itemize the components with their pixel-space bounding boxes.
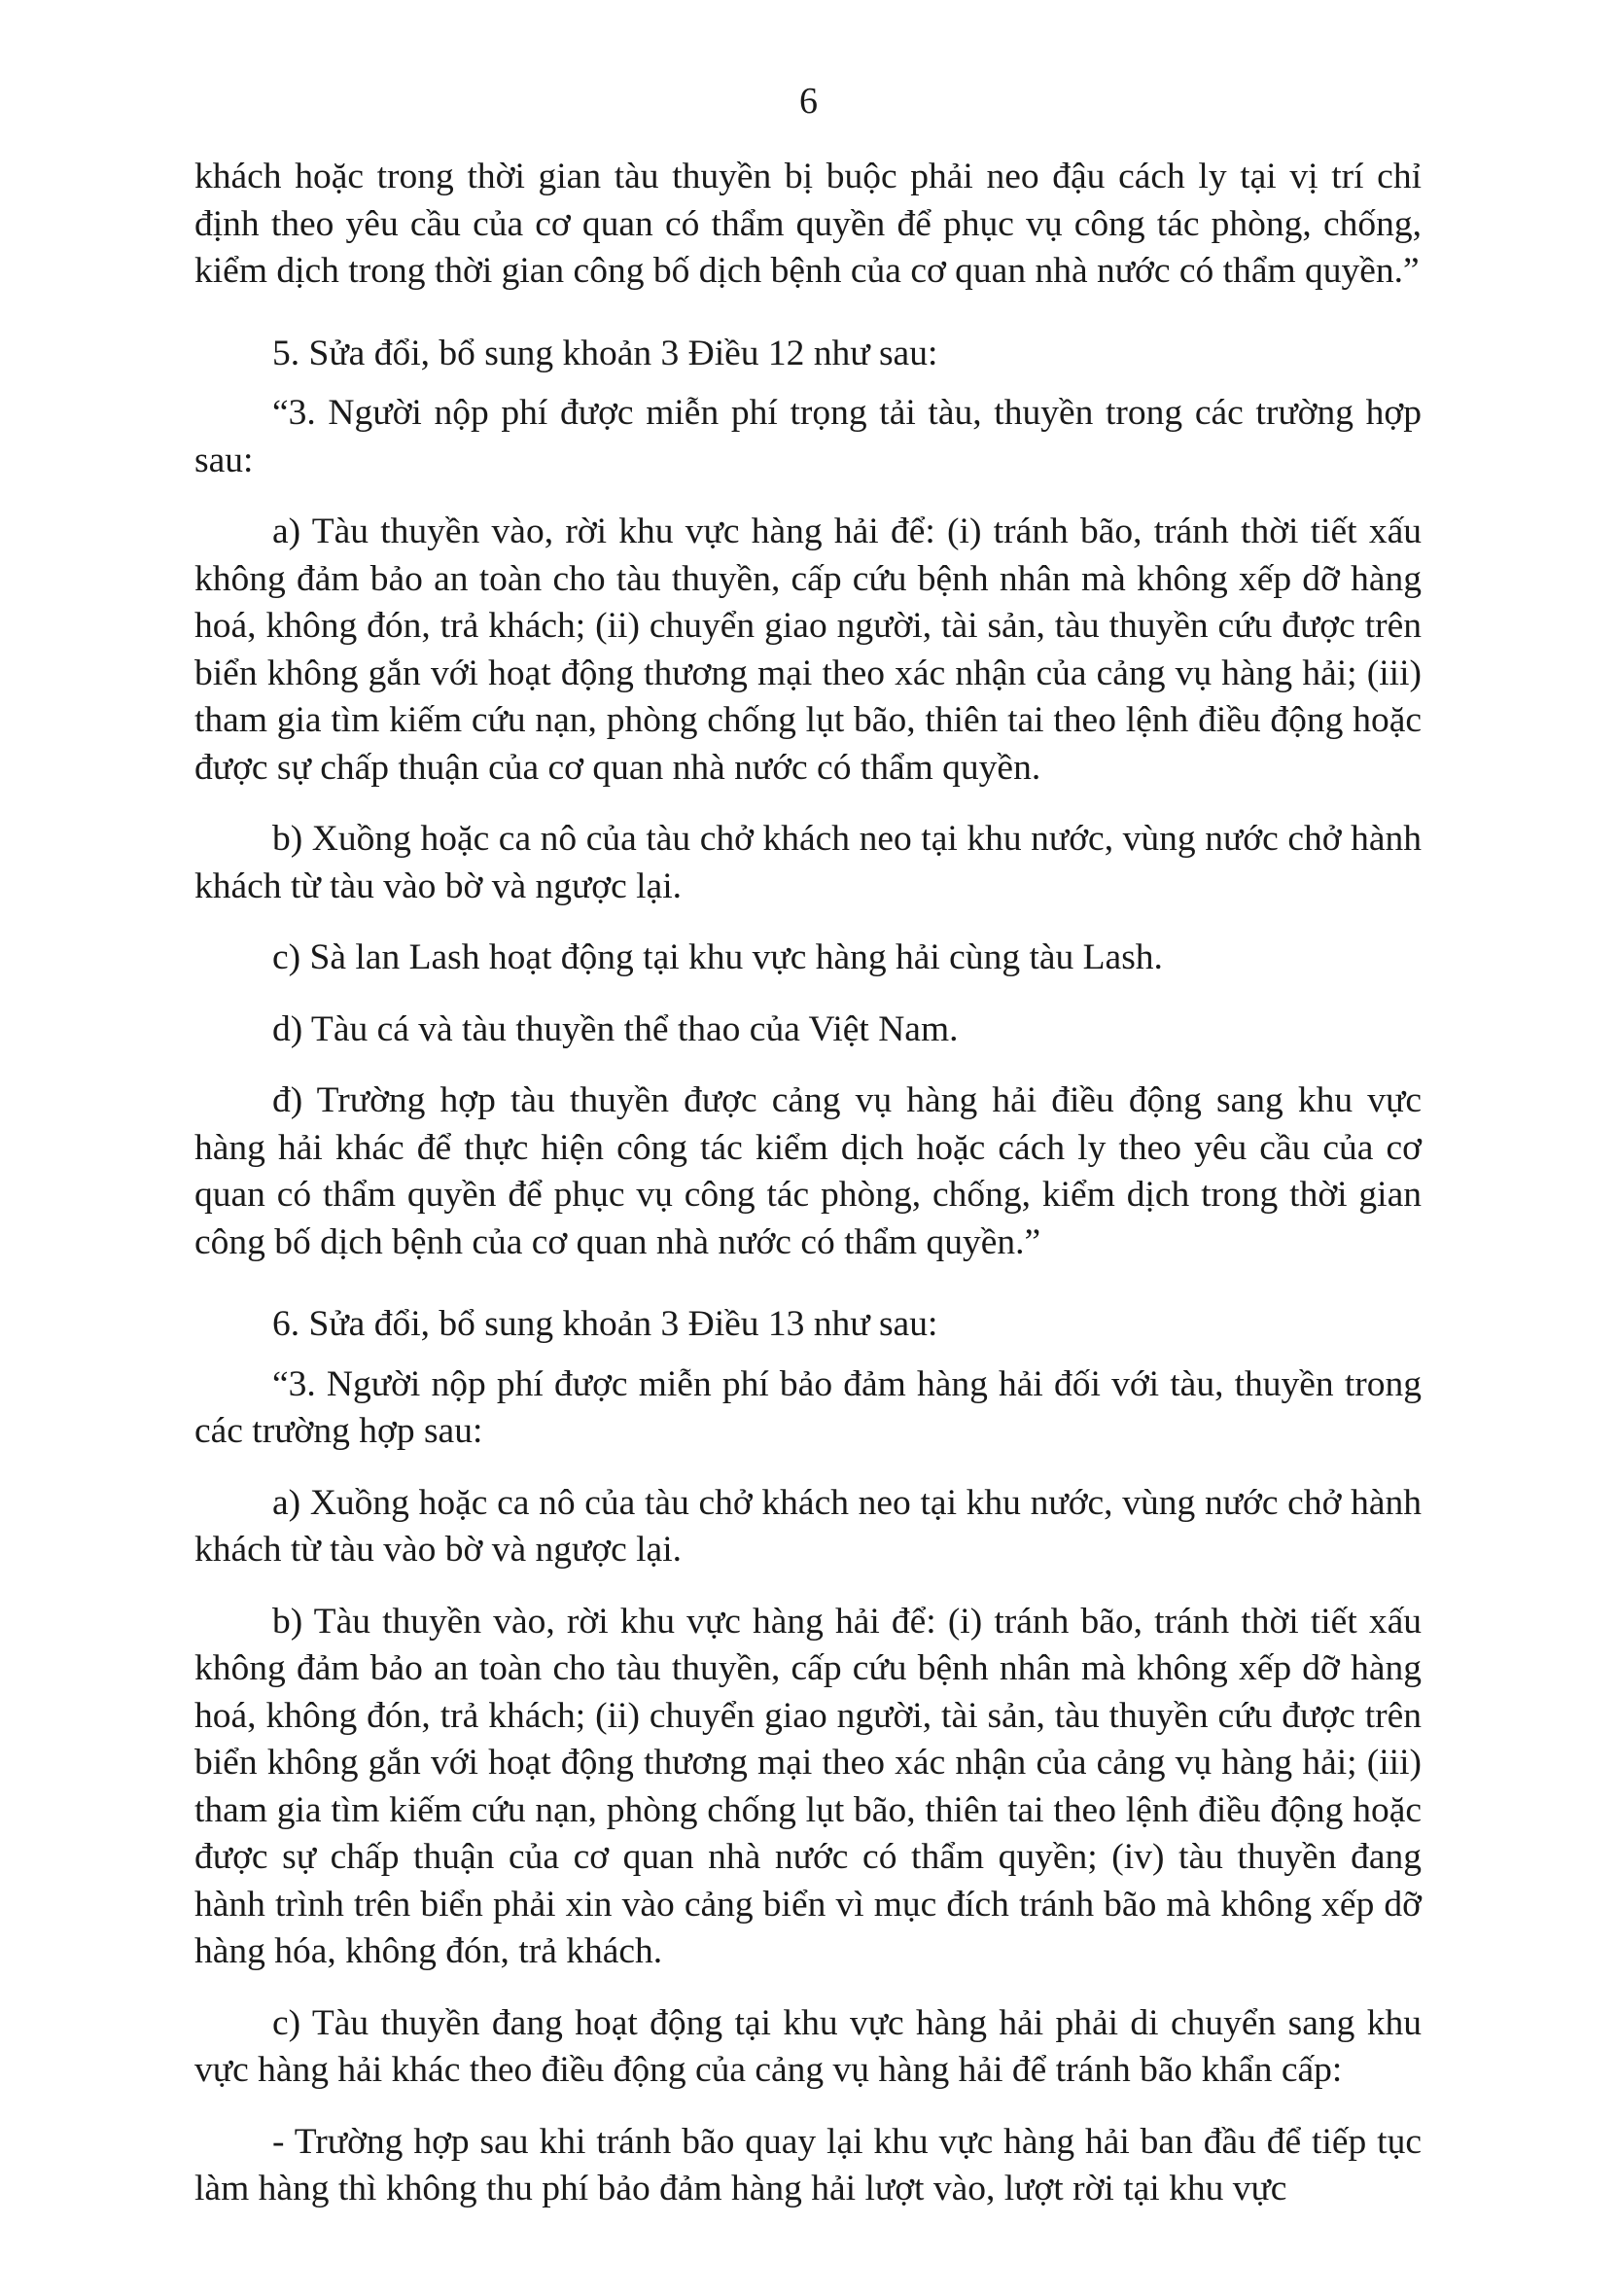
document-body [194, 154, 1422, 2213]
paragraph-item-d: d) Tàu cá và tàu thuyền thể thao của Việt Nam. [272, 1008, 959, 1049]
paragraph-item-b: b) Xuồng hoặc ca nô của tàu chở khách neo tại khu nước, vùng nước chở hành khách từ tàu vào bờ và ngược lại. [194, 819, 1422, 906]
paragraph-item-b: b) Tàu thuyền vào, rời khu vực hàng hải để: (i) tránh bão, tránh thời tiết xấu không đảm bảo an toàn cho tàu thuyền, cấp cứu bệnh nhân mà không xếp dỡ hàng hoá, không đón, trả khách; (ii) chuyển giao người, tài sản, tàu thuyền cứu được trên biển không gắn với hoạt động thương mại theo xác nhận của cảng vụ hàng hải; (iii) tham gia tìm kiếm cứu nạn, phòng chống lụt bão, thiên tai theo lệnh điều động hoặc được sự chấp thuận của cơ quan nhà nước có thẩm quyền; (iv) tàu thuyền đang hành trình trên biển phải xin vào cảng biển vì mục đích tránh bão mà không xếp dỡ hàng hóa, không đón, trả khách. [194, 1601, 1422, 1971]
paragraph-item-a: a) Tàu thuyền vào, rời khu vực hàng hải để: (i) tránh bão, tránh thời tiết xấu không đảm bảo an toàn cho tàu thuyền, cấp cứu bệnh nhân mà không xếp dỡ hàng hoá, không đón, trả khách; (ii) chuyển giao người, tài sản, tàu thuyền cứu được trên biển không gắn với hoạt động thương mại theo xác nhận của cảng vụ hàng hải; (iii) tham gia tìm kiếm cứu nạn, phòng chống lụt bão, thiên tai theo lệnh điều động hoặc được sự chấp thuận của cơ quan nhà nước có thẩm quyền. [194, 512, 1422, 788]
paragraph-clause-3-tonnage-fee: “3. Người nộp phí được miễn phí trọng tải tàu, thuyền trong các trường hợp sau: [194, 393, 1422, 480]
paragraph-item-dd: đ) Trường hợp tàu thuyền được cảng vụ hàng hải điều động sang khu vực hàng hải khác để thực hiện công tác kiểm dịch hoặc cách ly theo yêu cầu của cơ quan có thẩm quyền để phục vụ công tác phòng, chống, kiểm dịch trong thời gian công bố dịch bệnh của cơ quan nhà nước có thẩm quyền.” [194, 1080, 1422, 1262]
paragraph-item-c: c) Tàu thuyền đang hoạt động tại khu vực hàng hải phải di chuyển sang khu vực hàng hải khác theo điều động của cảng vụ hàng hải để tránh bão khẩn cấp: [194, 2002, 1422, 2090]
paragraph-continued-clause: khách hoặc trong thời gian tàu thuyền bị buộc phải neo đậu cách ly tại vị trí chỉ định theo yêu cầu của cơ quan có thẩm quyền để phục vụ công tác phòng, chống, kiểm dịch trong thời gian công bố dịch bệnh của cơ quan nhà nước có thẩm quyền.” [194, 157, 1422, 291]
paragraph-item-a: a) Xuồng hoặc ca nô của tàu chở khách neo tại khu nước, vùng nước chở hành khách từ tàu vào bờ và ngược lại. [194, 1482, 1422, 1570]
paragraph-clause-3-maritime-fee: “3. Người nộp phí được miễn phí bảo đảm hàng hải đối với tàu, thuyền trong các trường hợp sau: [194, 1363, 1422, 1451]
paragraph-amendment-6-heading: 6. Sửa đổi, bổ sung khoản 3 Điều 13 như sau: [272, 1304, 938, 1344]
page-number: 6 [799, 81, 818, 122]
paragraph-item-c: c) Sà lan Lash hoạt động tại khu vực hàng hải cùng tàu Lash. [272, 937, 1163, 977]
paragraph-bullet: - Trường hợp sau khi tránh bão quay lại khu vực hàng hải ban đầu để tiếp tục làm hàng thì không thu phí bảo đảm hàng hải lượt vào, lượt rời tại khu vực [194, 2121, 1422, 2208]
paragraph-amendment-5-heading: 5. Sửa đổi, bổ sung khoản 3 Điều 12 như sau: [272, 333, 938, 373]
